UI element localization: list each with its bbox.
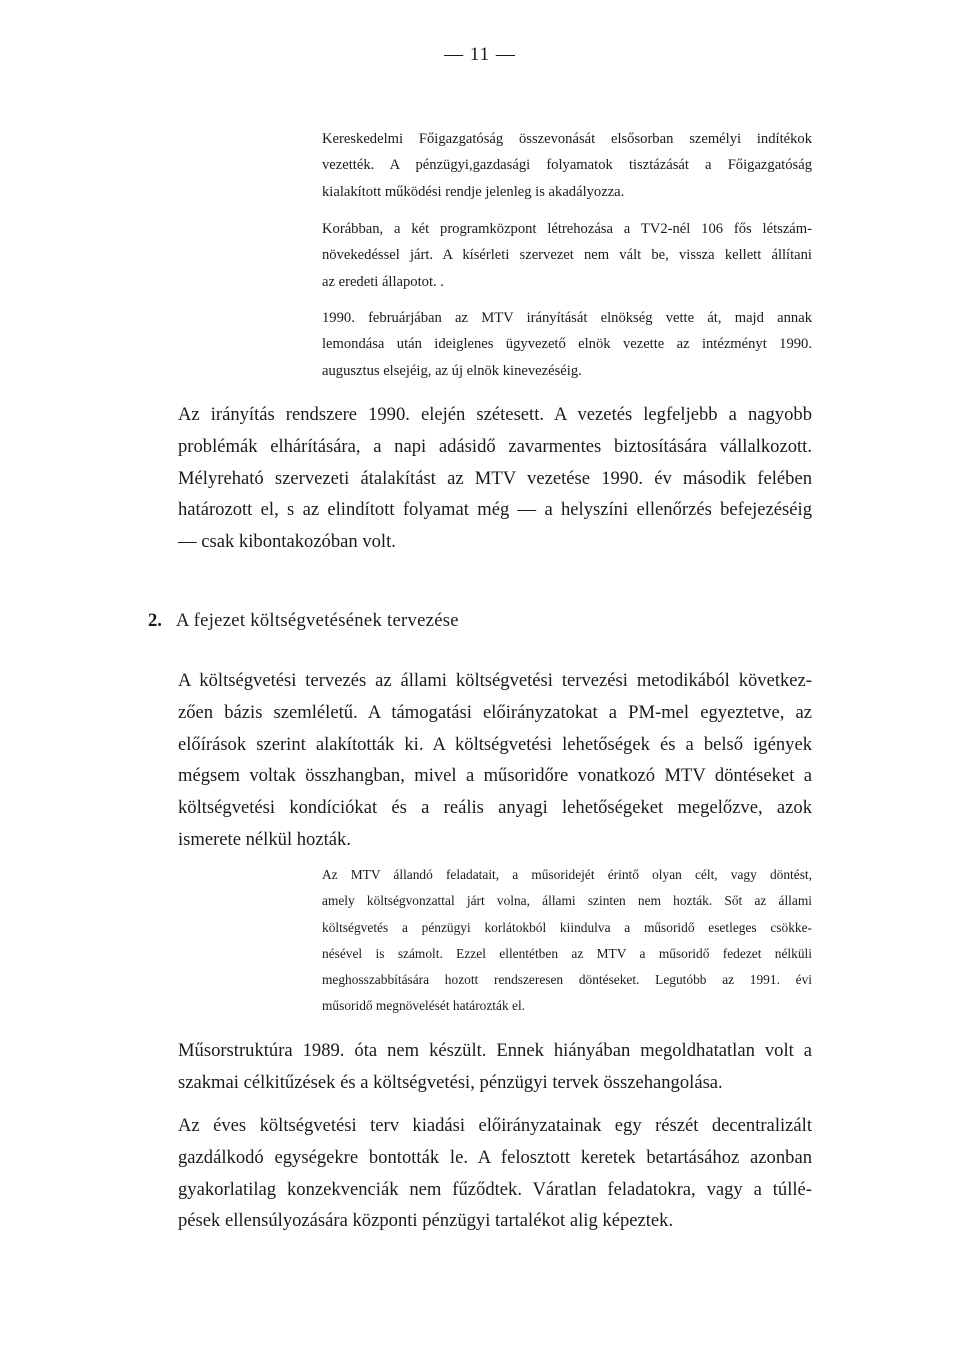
text-line: költségvetés a pénzügyi korlátokból kiindulva a műsoridő esetleges csökke- [322,919,812,935]
text-line: előírások szerint alakították ki. A költségvetési lehetőségek és a belső igények [178,733,812,755]
text-line: Mélyreható szervezeti átalakítást az MTV vezetése 1990. év második felében [178,467,812,489]
paragraph-3 [322,305,812,384]
text-line: növekedéssel járt. A kísérleti szervezet nem vált be, vissza kellett állítani [322,247,812,264]
text-line: zően bázis szemléletű. A támogatási előirányzatokat a PM-mel egyeztetve, az [178,701,812,723]
text-line: problémák elhárítására, a napi adásidő zavarmentes biztosítására vállalkozott. [178,435,812,457]
text-line: pések ellensúlyozására központi pénzügyi tartalékot alig képeztek. [178,1210,674,1232]
section-heading [148,605,812,636]
text-line: költségvetési kondíciókat és a reális anyagi lehetőségeket megelőzve, azok [178,797,812,819]
text-line: nésével is számolt. Ezzel ellentétben az MTV a műsoridő fedezet nélküli [322,945,812,961]
text-line: A költségvetési tervezés az állami költségvetési tervezési metodikából következ- [178,670,812,691]
text-line: Az MTV állandó feladatait, a műsoridejét érintő olyan célt, vagy döntést, [322,867,812,882]
quoted-paragraph [322,862,812,1020]
text-line: határozott el, s az elindított folyamat még — a helyszíni ellenőrzés befejezéséig [178,499,812,521]
text-line: Műsorstruktúra 1989. óta nem készült. Ennek hiányában megoldhatatlan volt a [178,1040,812,1061]
text-line: Korábban, a két programközpont létrehozása a TV2-nél 106 fős létszám- [322,221,812,237]
text-line: meghosszabbítására hozott rendszeresen döntéseket. Legutóbb az 1991. évi [322,972,812,988]
text-line: Az éves költségvetési terv kiadási előirányzatainak egy részét decentralizált [178,1115,812,1136]
text-line: augusztus elsejéig, az új elnök kinevezéséig. [322,362,582,379]
text-line: — csak kibontakozóban volt. [178,531,396,553]
paragraph-2 [322,216,812,295]
paragraph-7 [178,1035,812,1099]
text-line: Kereskedelmi Főigazgatóság összevonását elsősorban személyi indítékok [322,131,812,147]
text-line: vezették. A pénzügyi,gazdasági folyamatok tisztázását a Főigazgatóság [322,157,812,174]
section-title: A fejezet költségvetésének tervezése [176,610,459,631]
text-line: kialakított működési rendje jelenleg is akadályozza. [322,183,625,200]
section-number: 2. [148,610,162,631]
text-line: lemondása után ideiglenes ügyvezető elnök vezette az intézményt 1990. [322,336,812,353]
paragraph-5 [178,665,812,856]
text-line: mégsem voltak összhangban, mivel a műsoridőre vonatkozó MTV döntéseket a [178,765,812,787]
text-line: Az irányítás rendszere 1990. elején szétesett. A vezetés legfeljebb a nagyobb [178,404,812,425]
text-line: gyakorlatilag konzekvenciák nem fűződtek. Váratlan feladatokra, vagy a túllé- [178,1178,812,1200]
text-line: gazdálkodó egységekre bontották le. A felosztott keretek betartásához azonban [178,1146,812,1168]
text-line: amely költségvonzattal járt volna, állami szinten nem hozták. Sőt az állami [322,893,812,909]
paragraph-8 [178,1110,812,1237]
text-line: 1990. februárjában az MTV irányítását elnökség vette át, majd annak [322,310,812,326]
text-line: műsoridő megnövelését határozták el. [322,998,526,1014]
paragraph-4 [178,399,812,558]
text-line: ismerete nélkül hozták. [178,828,351,850]
text-line: szakmai célkitűzések és a költségvetési, pénzügyi tervek összehangolása. [178,1071,723,1093]
text-line: az eredeti állapotot. . [322,273,444,290]
page-number: — 11 — [444,44,516,65]
paragraph-1 [322,126,812,205]
